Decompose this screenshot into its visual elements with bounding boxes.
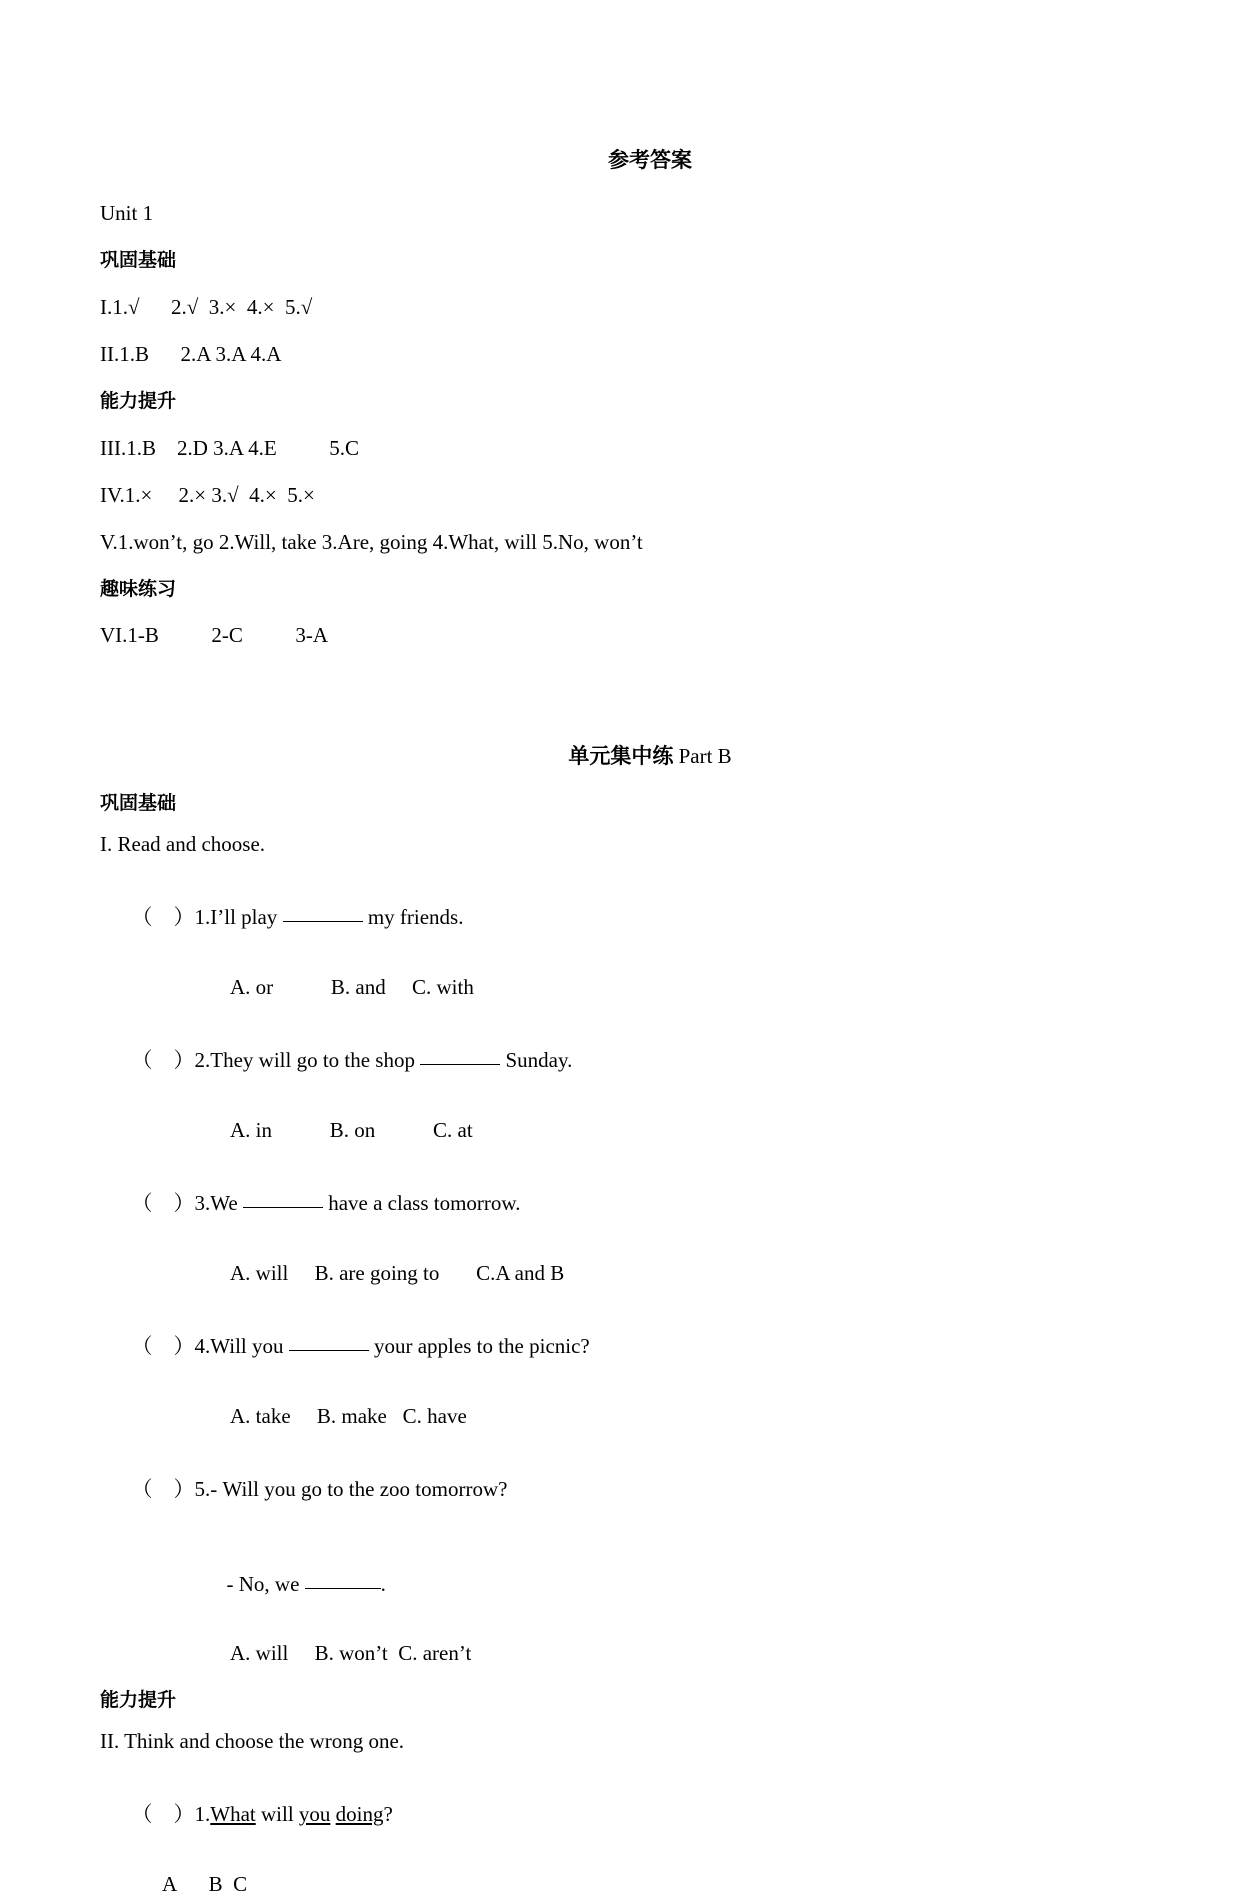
question-5-answer-suffix: .: [380, 1572, 386, 1597]
answer-key-title: 参考答案: [608, 148, 692, 172]
heading-ability-improve-b: 能力提升: [100, 1689, 177, 1712]
question-number-wrong-1: 1.: [194, 1801, 211, 1826]
question-number-5: 5.: [194, 1477, 211, 1502]
answer-line-4: IV.1.× 2.× 3.√ 4.× 5.×: [100, 482, 315, 507]
question-text-before-3: We: [210, 1191, 243, 1216]
question-5-answer-prefix: - No, we: [226, 1572, 305, 1597]
question-text-before-5: - Will you go to the zoo tomorrow?: [210, 1477, 508, 1502]
document-content: [100, 0, 1140, 1897]
question-text-before-2: They will go to the shop: [210, 1048, 421, 1073]
question-text-before-4: Will you: [210, 1334, 289, 1359]
part-b-title-cn: 单元集中练: [568, 744, 674, 769]
answer-line-3: III.1.B 2.D 3.A 4.E 5.C: [100, 435, 359, 460]
question-1: [100, 876, 1140, 956]
answer-line-6: VI.1-B 2-C 3-A: [100, 623, 329, 648]
question-5-answer-line: [100, 1547, 1140, 1622]
question-3-options[interactable]: A. will B. are going to C.A and B: [230, 1261, 565, 1286]
heading-consolidate-basics: 巩固基础: [100, 249, 177, 272]
answer-line-2: II.1.B 2.A 3.A 4.A: [100, 341, 282, 366]
question-wrong-1: [100, 1773, 1140, 1853]
question-1-options[interactable]: A. or B. and C. with: [230, 975, 474, 1000]
question-3: [100, 1162, 1140, 1242]
answer-bracket-2[interactable]: （ ）: [131, 1048, 195, 1073]
question-4-options[interactable]: A. take B. make C. have: [230, 1404, 467, 1429]
question-text-after-3: have a class tomorrow.: [322, 1191, 521, 1216]
exercise-2-title: II. Think and choose the wrong one.: [100, 1728, 405, 1753]
question-5: [100, 1448, 1140, 1528]
underlined-word-c: doing: [335, 1801, 384, 1826]
answer-bracket-4[interactable]: （ ）: [131, 1334, 195, 1359]
fill-in-blank-4[interactable]: [289, 1334, 369, 1351]
answer-bracket-1[interactable]: （ ）: [131, 905, 195, 930]
heading-ability-improve: 能力提升: [100, 389, 177, 412]
question-text-after-2: Sunday.: [500, 1048, 573, 1073]
question-number-3: 3.: [194, 1191, 211, 1216]
heading-fun-practice: 趣味练习: [100, 577, 177, 600]
underlined-word-a: What: [210, 1801, 256, 1826]
question-mid-1: will: [255, 1801, 299, 1826]
part-b-title-en: Part B: [678, 744, 732, 769]
section-spacer: [100, 648, 1140, 744]
question-wrong-1-choices[interactable]: A B C: [162, 1871, 248, 1896]
answer-line-5: V.1.won’t, go 2.Will, take 3.Are, going 4.What, will 5.No, won’t: [100, 529, 643, 554]
exercise-1-title: I. Read and choose.: [100, 832, 266, 857]
underlined-word-b: you: [298, 1801, 331, 1826]
fill-in-blank-5[interactable]: [305, 1572, 381, 1589]
question-number-4: 4.: [194, 1334, 211, 1359]
fill-in-blank-2[interactable]: [420, 1048, 500, 1065]
question-number-2: 2.: [194, 1048, 211, 1073]
question-2: [100, 1019, 1140, 1099]
question-end-punct: ?: [383, 1801, 393, 1826]
question-2-options[interactable]: A. in B. on C. at: [230, 1118, 473, 1143]
part-b-title: [100, 744, 1140, 769]
answer-bracket-3[interactable]: （ ）: [131, 1191, 195, 1216]
answer-line-1: I.1.√ 2.√ 3.× 4.× 5.√: [100, 294, 313, 319]
answer-bracket-5[interactable]: （ ）: [131, 1477, 195, 1502]
question-number-1: 1.: [194, 905, 211, 930]
question-text-after-1: my friends.: [362, 905, 464, 930]
unit-label: Unit 1: [100, 201, 154, 226]
fill-in-blank-1[interactable]: [283, 905, 363, 922]
heading-consolidate-basics-b: 巩固基础: [100, 792, 177, 815]
question-text-after-4: your apples to the picnic?: [368, 1334, 590, 1359]
question-4: [100, 1305, 1140, 1385]
fill-in-blank-3[interactable]: [243, 1191, 323, 1208]
question-5-options[interactable]: A. will B. won’t C. aren’t: [230, 1641, 472, 1666]
answer-bracket-wrong-1[interactable]: （ ）: [131, 1801, 195, 1826]
question-text-before-1: I’ll play: [210, 905, 283, 930]
